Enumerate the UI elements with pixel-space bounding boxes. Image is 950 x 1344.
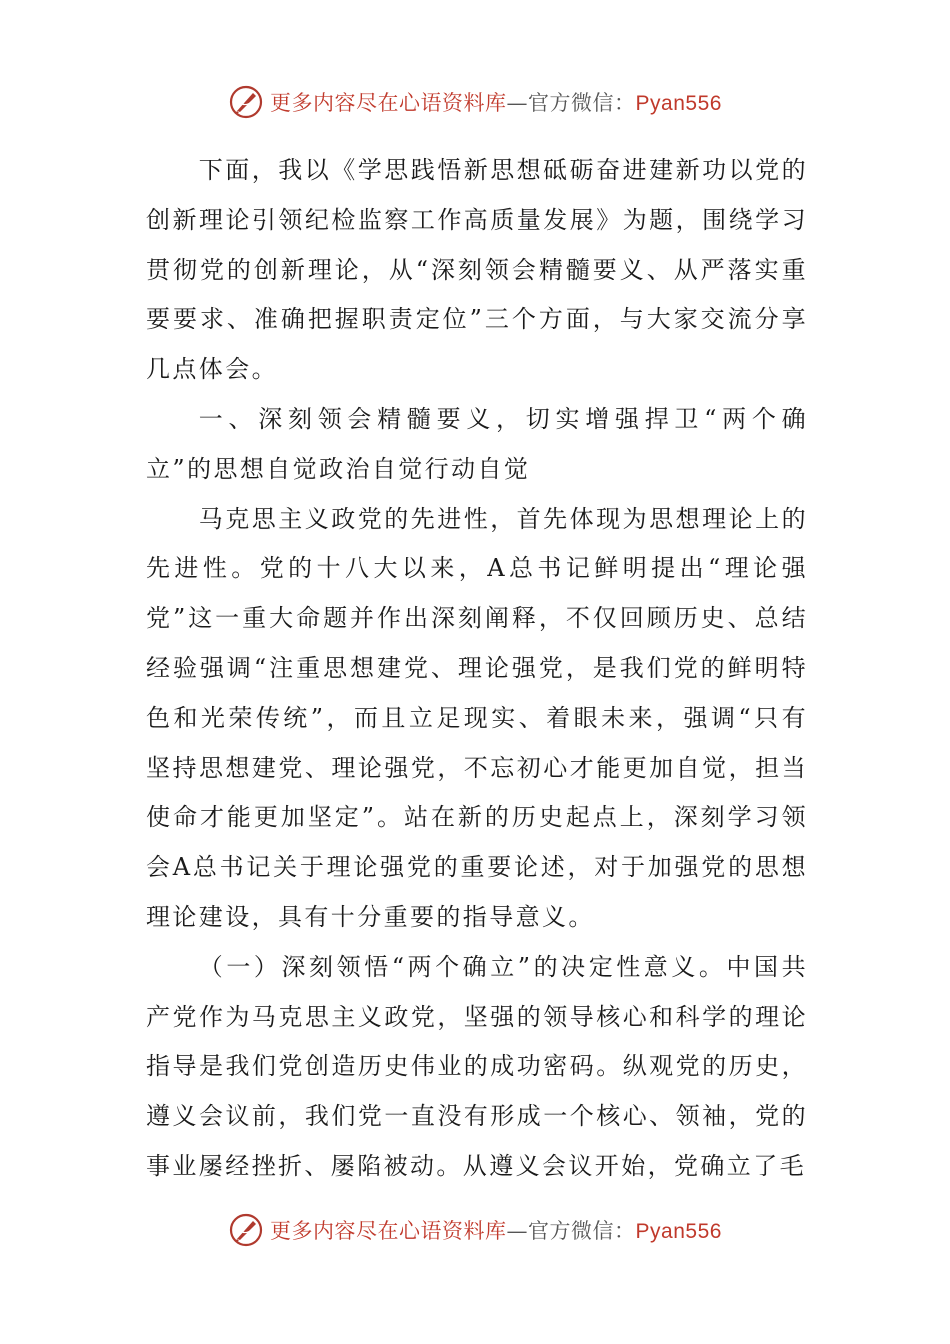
footer-banner-dash: — bbox=[506, 1219, 529, 1243]
header-watermark-banner bbox=[0, 82, 950, 122]
footer-banner-wechat-label: 官方微信： bbox=[528, 1219, 636, 1243]
header-banner-dash: — bbox=[506, 91, 529, 115]
paragraph-theory: 马克思主义政党的先进性，首先体现为思想理论上的先进性。党的十八大以来，A总书记鲜明提出“理论强党”这一重大命题并作出深刻阐释，不仅回顾历史、总结经验强调“注重思想建党、理论强党，是我们党的鲜明特色和光荣传统”，而且立足现实、着眼未来，强调“只有坚持思想建党、理论强党，不忘初心才能更加自觉，担当使命才能更加坚定”。站在新的历史起点上，深刻学习领会A总书记关于理论强党的重要论述，对于加强党的思想理论建设，具有十分重要的指导意义。 bbox=[146, 504, 808, 931]
document-body bbox=[146, 146, 808, 1192]
paragraph-subsection-1: （一）深刻领悟“两个确立”的决定性意义。中国共产党作为马克思主义政党，坚强的领导核心和科学的理论指导是我们党创造历史伟业的成功密码。纵观党的历史，遵义会议前，我们党一直没有形成一个核心、领袖，党的事业屡经挫折、屡陷被动。从遵义会议开始，党确立了毛 bbox=[146, 952, 808, 1180]
footer-watermark-banner bbox=[0, 1210, 950, 1250]
footer-banner-main: 更多内容尽在心语资料库 bbox=[270, 1219, 507, 1243]
footer-banner-text bbox=[270, 1215, 722, 1245]
quill-pen-seal-icon bbox=[228, 84, 264, 120]
paragraph-intro: 下面，我以《学思践悟新思想砥砺奋进建新功以党的创新理论引领纪检监察工作高质量发展》为题，围绕学习贯彻党的创新理论，从“深刻领会精髓要义、从严落实重要要求、准确把握职责定位”三个方面，与大家交流分享几点体会。 bbox=[146, 156, 808, 384]
footer-banner-account: Pyan556 bbox=[635, 1220, 722, 1243]
header-banner-text bbox=[270, 87, 722, 117]
header-banner-wechat-label: 官方微信： bbox=[528, 91, 636, 115]
quill-pen-seal-icon bbox=[228, 1212, 264, 1248]
section-heading-1: 一、深刻领会精髓要义，切实增强捍卫“两个确立”的思想自觉政治自觉行动自觉 bbox=[146, 404, 808, 483]
header-banner-account: Pyan556 bbox=[635, 92, 722, 115]
header-banner-main: 更多内容尽在心语资料库 bbox=[270, 91, 507, 115]
